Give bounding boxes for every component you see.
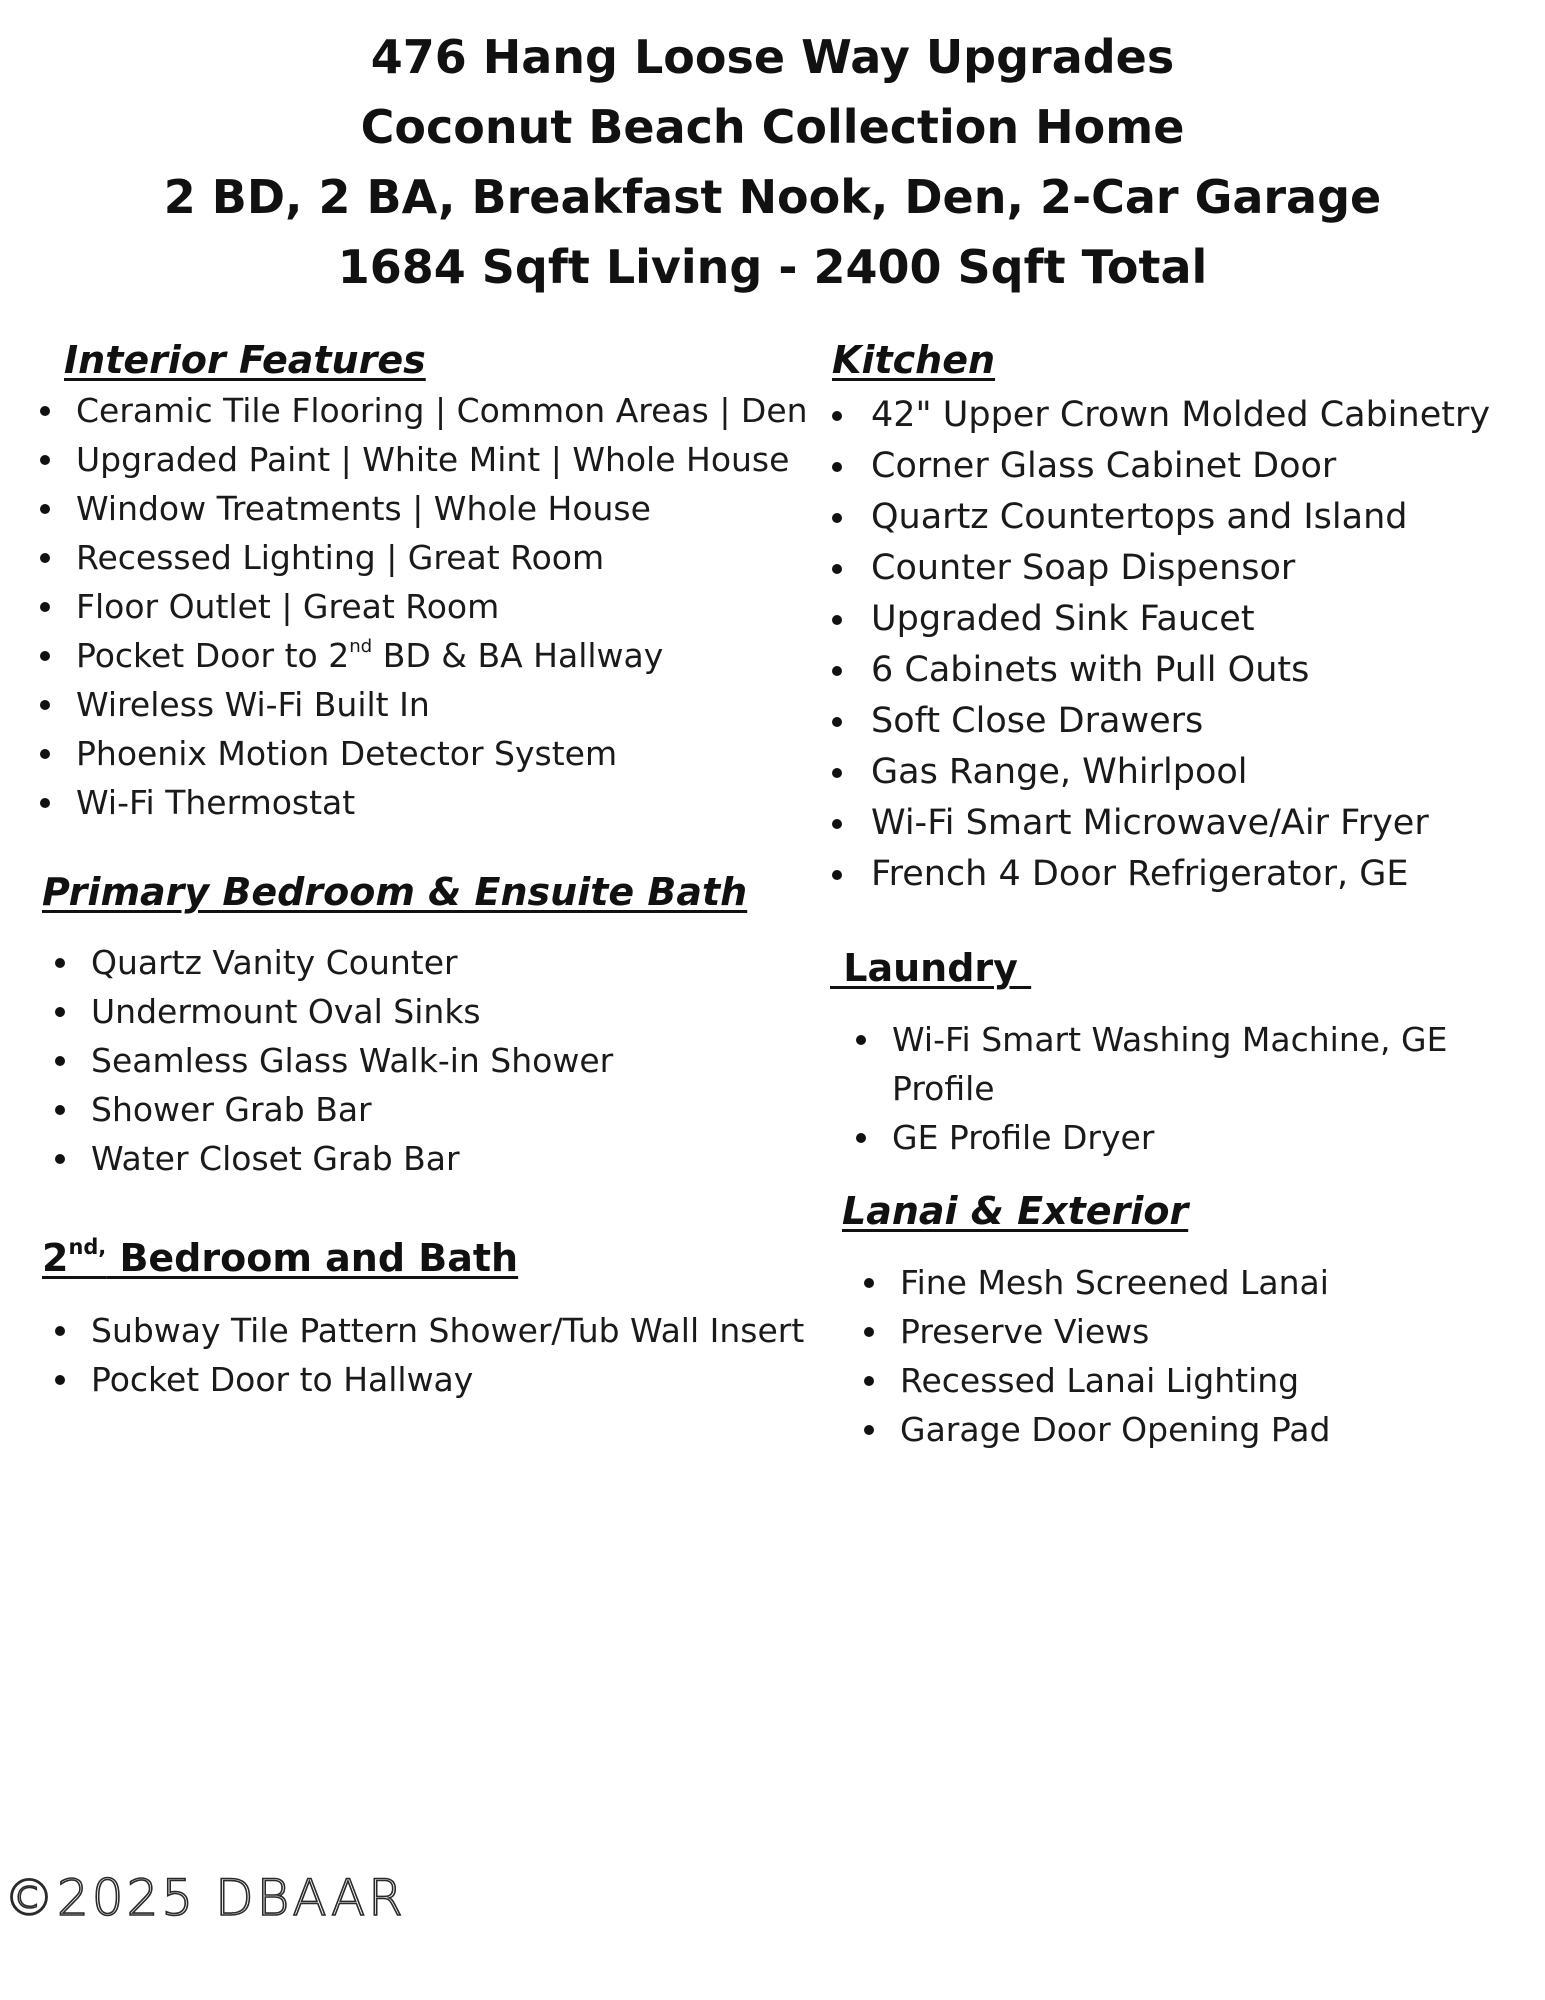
interior-features-list <box>40 386 808 827</box>
list-item: Pocket Door to Hallway <box>55 1355 804 1404</box>
list-item: Recessed Lighting | Great Room <box>40 533 808 582</box>
laundry-list <box>856 1015 1496 1162</box>
lanai-list-wrap <box>864 1258 1330 1454</box>
list-item: Floor Outlet | Great Room <box>40 582 808 631</box>
list-item: Fine Mesh Screened Lanai <box>864 1258 1330 1307</box>
list-item: Shower Grab Bar <box>55 1085 613 1134</box>
primary-bedroom-section <box>42 869 747 915</box>
second-bedroom-list-wrap <box>55 1306 804 1404</box>
list-item: 6 Cabinets with Pull Outs <box>832 645 1490 696</box>
second-bedroom-title-text: Bedroom and Bath <box>106 1236 519 1280</box>
list-item: Upgraded Paint | White Mint | Whole House <box>40 435 808 484</box>
list-item: Upgraded Sink Faucet <box>832 594 1490 645</box>
list-item: Quartz Countertops and Island <box>832 492 1490 543</box>
list-item: Window Treatments | Whole House <box>40 484 808 533</box>
primary-bedroom-title: Primary Bedroom & Ensuite Bath <box>42 870 748 914</box>
list-item: French 4 Door Refrigerator, GE <box>832 849 1490 900</box>
second-bedroom-list <box>55 1306 804 1404</box>
laundry-list-wrap <box>856 1015 1496 1162</box>
list-item: 42" Upper Crown Molded Cabinetry <box>832 390 1490 441</box>
primary-bedroom-list <box>55 938 613 1183</box>
kitchen-section <box>832 337 995 383</box>
list-item: Gas Range, Whirlpool <box>832 747 1490 798</box>
laundry-section <box>830 945 1031 991</box>
list-item-text: BD & BA Hallway <box>372 636 664 675</box>
list-item: Undermount Oval Sinks <box>55 987 613 1036</box>
second-bedroom-title <box>42 1235 518 1281</box>
primary-bedroom-list-wrap <box>55 938 613 1183</box>
list-item: Soft Close Drawers <box>832 696 1490 747</box>
header-address: 476 Hang Loose Way Upgrades <box>370 30 1175 84</box>
interior-features-list-wrap <box>40 386 808 827</box>
header-collection: Coconut Beach Collection Home <box>360 100 1185 154</box>
second-bedroom-section <box>42 1235 518 1281</box>
list-item: Garage Door Opening Pad <box>864 1405 1330 1454</box>
lanai-section <box>842 1188 1188 1234</box>
interior-features-title: Interior Features <box>64 338 426 382</box>
ordinal-suffix: nd, <box>68 1235 107 1260</box>
list-item: Ceramic Tile Flooring | Common Areas | Den <box>40 386 808 435</box>
kitchen-list <box>832 390 1490 900</box>
list-item: Wireless Wi-Fi Built In <box>40 680 808 729</box>
list-item: Wi-Fi Smart Microwave/Air Fryer <box>832 798 1490 849</box>
list-item: Seamless Glass Walk-in Shower <box>55 1036 613 1085</box>
interior-features-section <box>64 337 426 383</box>
list-item: Recessed Lanai Lighting <box>864 1356 1330 1405</box>
lanai-list <box>864 1258 1330 1454</box>
list-item: Water Closet Grab Bar <box>55 1134 613 1183</box>
ordinal-suffix: nd <box>349 636 373 658</box>
copyright-watermark: ©2025 DBAAR <box>4 1869 406 1927</box>
list-item: Wi-Fi Thermostat <box>40 778 808 827</box>
kitchen-list-wrap <box>832 390 1490 900</box>
document-header <box>0 22 1545 302</box>
list-item: Subway Tile Pattern Shower/Tub Wall Insert <box>55 1306 804 1355</box>
list-item: Wi-Fi Smart Washing Machine, GE Profile <box>856 1015 1496 1113</box>
laundry-title: Laundry <box>830 946 1032 990</box>
list-item: Phoenix Motion Detector System <box>40 729 808 778</box>
list-item: Counter Soap Dispensor <box>832 543 1490 594</box>
header-sqft: 1684 Sqft Living - 2400 Sqft Total <box>337 240 1208 294</box>
list-item: Quartz Vanity Counter <box>55 938 613 987</box>
lanai-title: Lanai & Exterior <box>842 1189 1189 1233</box>
list-item: Corner Glass Cabinet Door <box>832 441 1490 492</box>
list-item-text: Pocket Door to 2 <box>76 636 350 675</box>
header-rooms: 2 BD, 2 BA, Breakfast Nook, Den, 2-Car Garage <box>163 170 1382 224</box>
list-item: Preserve Views <box>864 1307 1330 1356</box>
second-bedroom-title-number: 2 <box>42 1236 69 1280</box>
kitchen-title: Kitchen <box>832 338 996 382</box>
list-item <box>40 631 808 680</box>
list-item: GE Profile Dryer <box>856 1113 1496 1162</box>
